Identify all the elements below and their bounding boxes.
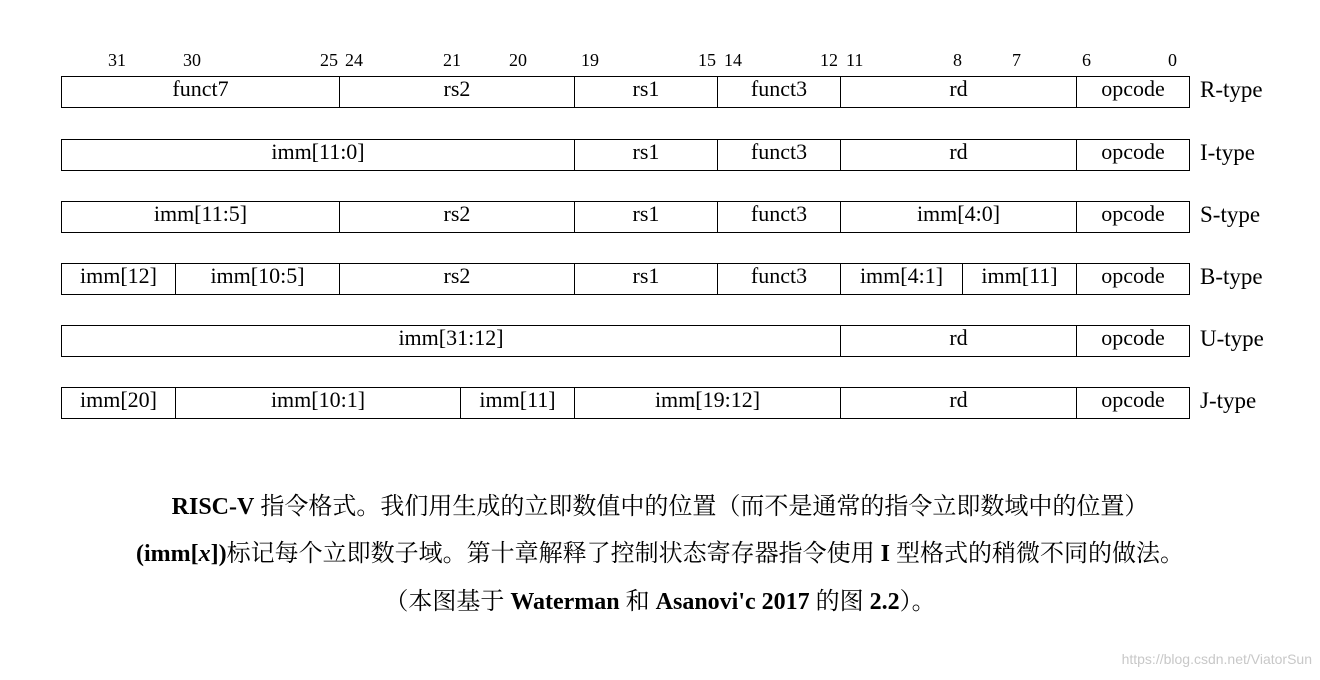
caption-waterman: Waterman <box>510 589 620 615</box>
field-opcode: opcode <box>1076 201 1190 233</box>
field-imm-4-1: imm[4:1] <box>840 263 963 295</box>
caption-line-1 <box>0 490 1320 524</box>
caption-line-3-open: （本图基于 <box>384 589 511 615</box>
bit-label-31: 31 <box>108 50 126 70</box>
bit-label-7: 7 <box>1012 50 1021 70</box>
bit-label-0: 0 <box>1168 50 1177 70</box>
field-imm-11: imm[11] <box>460 387 575 419</box>
field-imm-11: imm[11] <box>962 263 1077 295</box>
field-imm-4-0: imm[4:0] <box>840 201 1077 233</box>
field-opcode: opcode <box>1076 325 1190 357</box>
field-opcode: opcode <box>1076 387 1190 419</box>
caption-line-1-text: 指令格式。我们用生成的立即数值中的位置（而不是通常的指令立即数域中的位置） <box>254 494 1149 520</box>
bit-label-8: 8 <box>953 50 962 70</box>
format-row-s-type <box>62 201 1261 233</box>
caption-asanovic: Asanovi'c 2017 <box>655 589 810 615</box>
field-opcode: opcode <box>1076 76 1190 108</box>
bit-label-6: 6 <box>1082 50 1091 70</box>
type-label-b: B-type <box>1200 264 1263 289</box>
caption-risc-v: RISC-V <box>171 494 255 520</box>
caption-line-2 <box>0 537 1320 571</box>
bit-label-21: 21 <box>443 50 461 70</box>
field-imm-10-5: imm[10:5] <box>175 263 340 295</box>
field-imm-11-5: imm[11:5] <box>61 201 340 233</box>
caption-line-3-mid: 和 <box>619 589 656 615</box>
field-imm-10-1: imm[10:1] <box>175 387 461 419</box>
field-imm-19-12: imm[19:12] <box>574 387 841 419</box>
format-row-r-type <box>62 76 1263 108</box>
field-imm-11-0: imm[11:0] <box>61 139 575 171</box>
field-rs1: rs1 <box>574 263 718 295</box>
field-rs2: rs2 <box>339 263 575 295</box>
field-imm-20: imm[20] <box>61 387 176 419</box>
caption-line-2-text-2: 型格式的稍微不同的做法。 <box>889 541 1184 567</box>
caption-line-3-text: 的图 <box>809 589 870 615</box>
bit-label-14: 14 <box>724 50 742 70</box>
field-funct3: funct3 <box>717 139 841 171</box>
type-label-u: U-type <box>1200 326 1264 351</box>
bit-label-24: 24 <box>345 50 363 70</box>
bit-label-15: 15 <box>698 50 716 70</box>
field-rs1: rs1 <box>574 201 718 233</box>
bit-label-11: 11 <box>846 50 864 70</box>
caption-imm-open: (imm[ <box>136 541 199 567</box>
field-funct3: funct3 <box>717 76 841 108</box>
field-funct7: funct7 <box>61 76 340 108</box>
field-opcode: opcode <box>1076 139 1190 171</box>
caption-i-type: I <box>880 541 890 567</box>
field-imm-12: imm[12] <box>61 263 176 295</box>
format-row-j-type <box>62 387 1257 419</box>
type-label-j: J-type <box>1200 388 1257 413</box>
format-row-i-type <box>62 139 1255 171</box>
bit-label-12: 12 <box>820 50 838 70</box>
field-rd: rd <box>840 387 1077 419</box>
format-row-u-type <box>62 325 1264 357</box>
type-label-s: S-type <box>1200 202 1261 227</box>
field-rd: rd <box>840 139 1077 171</box>
field-rd: rd <box>840 325 1077 357</box>
caption-imm-close: ]) <box>210 541 227 567</box>
format-row-b-type <box>62 263 1263 295</box>
field-rs2: rs2 <box>339 201 575 233</box>
caption-figure-number: 2.2 <box>869 589 900 615</box>
type-label-i: I-type <box>1200 140 1255 165</box>
bit-label-30: 30 <box>183 50 201 70</box>
type-label-r: R-type <box>1200 77 1263 102</box>
caption-line-3 <box>0 585 1320 619</box>
bit-label-20: 20 <box>509 50 527 70</box>
bit-label-25: 25 <box>320 50 338 70</box>
caption-imm-var: x <box>198 541 211 567</box>
field-rs1: rs1 <box>574 76 718 108</box>
watermark: https://blog.csdn.net/ViatorSun <box>1121 651 1312 667</box>
field-opcode: opcode <box>1076 263 1190 295</box>
field-rs1: rs1 <box>574 139 718 171</box>
field-funct3: funct3 <box>717 201 841 233</box>
caption-line-2-text: 标记每个立即数子域。第十章解释了控制状态寄存器指令使用 <box>226 541 881 567</box>
field-rd: rd <box>840 76 1077 108</box>
field-imm-31-12: imm[31:12] <box>61 325 841 357</box>
caption-line-3-close: ）。 <box>899 589 936 615</box>
field-rs2: rs2 <box>339 76 575 108</box>
field-funct3: funct3 <box>717 263 841 295</box>
bit-label-19: 19 <box>581 50 599 70</box>
